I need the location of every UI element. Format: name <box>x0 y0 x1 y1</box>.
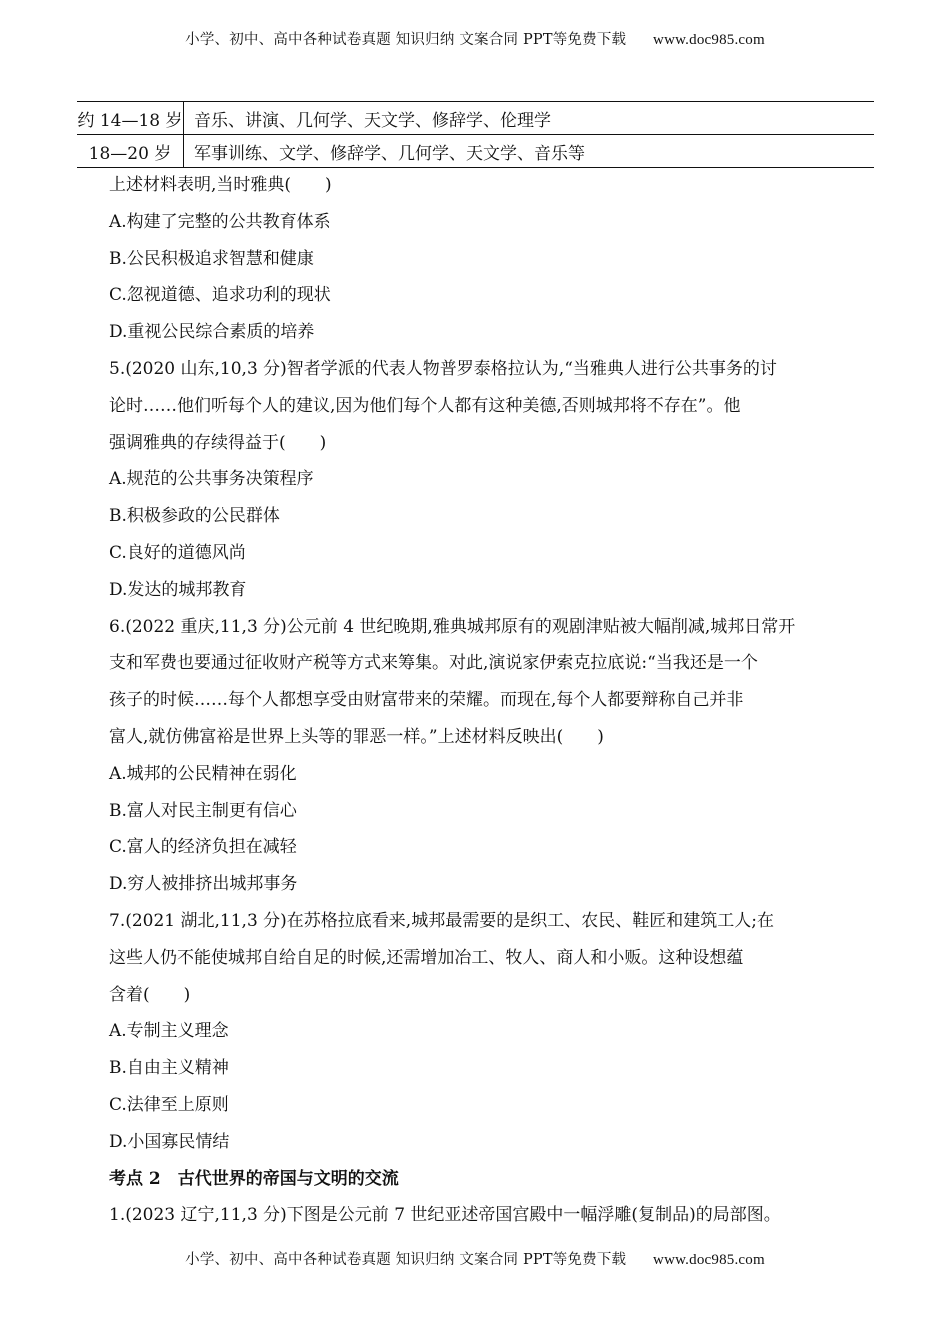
question-5-stem-line: 强调雅典的存续得益于( ) <box>109 432 327 453</box>
question-4-option-a: A.构建了完整的公共教育体系 <box>109 211 331 232</box>
question-5-option-c: C.良好的道德风尚 <box>109 542 246 563</box>
subjects-cell: 军事训练、文学、修辞学、几何学、天文学、音乐等 <box>184 135 875 168</box>
table-row <box>77 135 874 168</box>
question-5-option-d: D.发达的城邦教育 <box>109 579 247 600</box>
question-7-option-d: D.小国寡民情结 <box>109 1131 230 1152</box>
question-6-option-d: D.穷人被排挤出城邦事务 <box>109 874 298 895</box>
question-6-stem-line: 富人,就仿佛富裕是世界上头等的罪恶一样。”上述材料反映出( ) <box>109 726 604 747</box>
question-7-option-a: A.专制主义理念 <box>109 1021 229 1042</box>
section-heading: 考点 2 古代世界的帝国与文明的交流 <box>109 1168 399 1189</box>
question-6-stem-line: 支和军费也要通过征收财产税等方式来筹集。对此,演说家伊索克拉底说:“当我还是一个 <box>109 653 758 674</box>
header-text: 小学、初中、高中各种试卷真题 知识归纳 文案合同 PPT等免费下载 <box>185 32 627 48</box>
question-7-stem-line: 含着( ) <box>109 984 191 1005</box>
question-4-option-d: D.重视公民综合素质的培养 <box>109 322 315 343</box>
header-url-link[interactable]: www.doc985.com <box>653 32 765 48</box>
question-5-option-a: A.规范的公共事务决策程序 <box>109 469 314 490</box>
question-4-stem: 上述材料表明,当时雅典( ) <box>109 175 332 195</box>
question-content <box>109 167 844 1234</box>
question-7-option-c: C.法律至上原则 <box>109 1094 229 1115</box>
question-7-stem-line: 7.(2021 湖北,11,3 分)在苏格拉底看来,城邦最需要的是织工、农民、鞋匠和建筑工人;在 <box>109 910 774 931</box>
question-4-option-b: B.公民积极追求智慧和健康 <box>109 248 314 269</box>
age-cell: 约 14—18 岁 <box>77 102 184 135</box>
curriculum-table <box>77 101 874 168</box>
footer-url-link[interactable]: www.doc985.com <box>653 1252 765 1268</box>
question-6-option-c: C.富人的经济负担在减轻 <box>109 837 297 858</box>
question-7-stem-line: 这些人仍不能使城邦自给自足的时候,还需增加冶工、牧人、商人和小贩。这种设想蕴 <box>109 947 744 968</box>
question-5-stem-line: 5.(2020 山东,10,3 分)智者学派的代表人物普罗泰格拉认为,“当雅典人进行公共事务的讨 <box>109 358 777 379</box>
question-7-option-b: B.自由主义精神 <box>109 1058 229 1079</box>
question-4-option-c: C.忽视道德、追求功利的现状 <box>109 285 331 306</box>
subjects-cell: 音乐、讲演、几何学、天文学、修辞学、伦理学 <box>184 102 875 135</box>
age-cell: 18—20 岁 <box>77 135 184 168</box>
question-6-option-a: A.城邦的公民精神在弱化 <box>109 763 297 784</box>
question-6-option-b: B.富人对民主制更有信心 <box>109 800 297 821</box>
question-6-stem-line: 6.(2022 重庆,11,3 分)公元前 4 世纪晚期,雅典城邦原有的观剧津贴被大幅削减,城邦日常开 <box>109 616 796 637</box>
next-question-stem: 1.(2023 辽宁,11,3 分)下图是公元前 7 世纪亚述帝国宫殿中一幅浮雕(复制品)的局部图。 <box>109 1205 781 1226</box>
question-6-stem-line: 孩子的时候……每个人都想享受由财富带来的荣耀。而现在,每个人都要辩称自己并非 <box>109 690 744 711</box>
table-row <box>77 102 874 135</box>
question-5-stem-line: 论时……他们听每个人的建议,因为他们每个人都有这种美德,否则城邦将不存在”。他 <box>109 395 741 416</box>
footer-text: 小学、初中、高中各种试卷真题 知识归纳 文案合同 PPT等免费下载 <box>185 1252 627 1268</box>
question-5-option-b: B.积极参政的公民群体 <box>109 506 280 527</box>
page-footer <box>0 1248 950 1269</box>
page-header <box>0 28 950 49</box>
